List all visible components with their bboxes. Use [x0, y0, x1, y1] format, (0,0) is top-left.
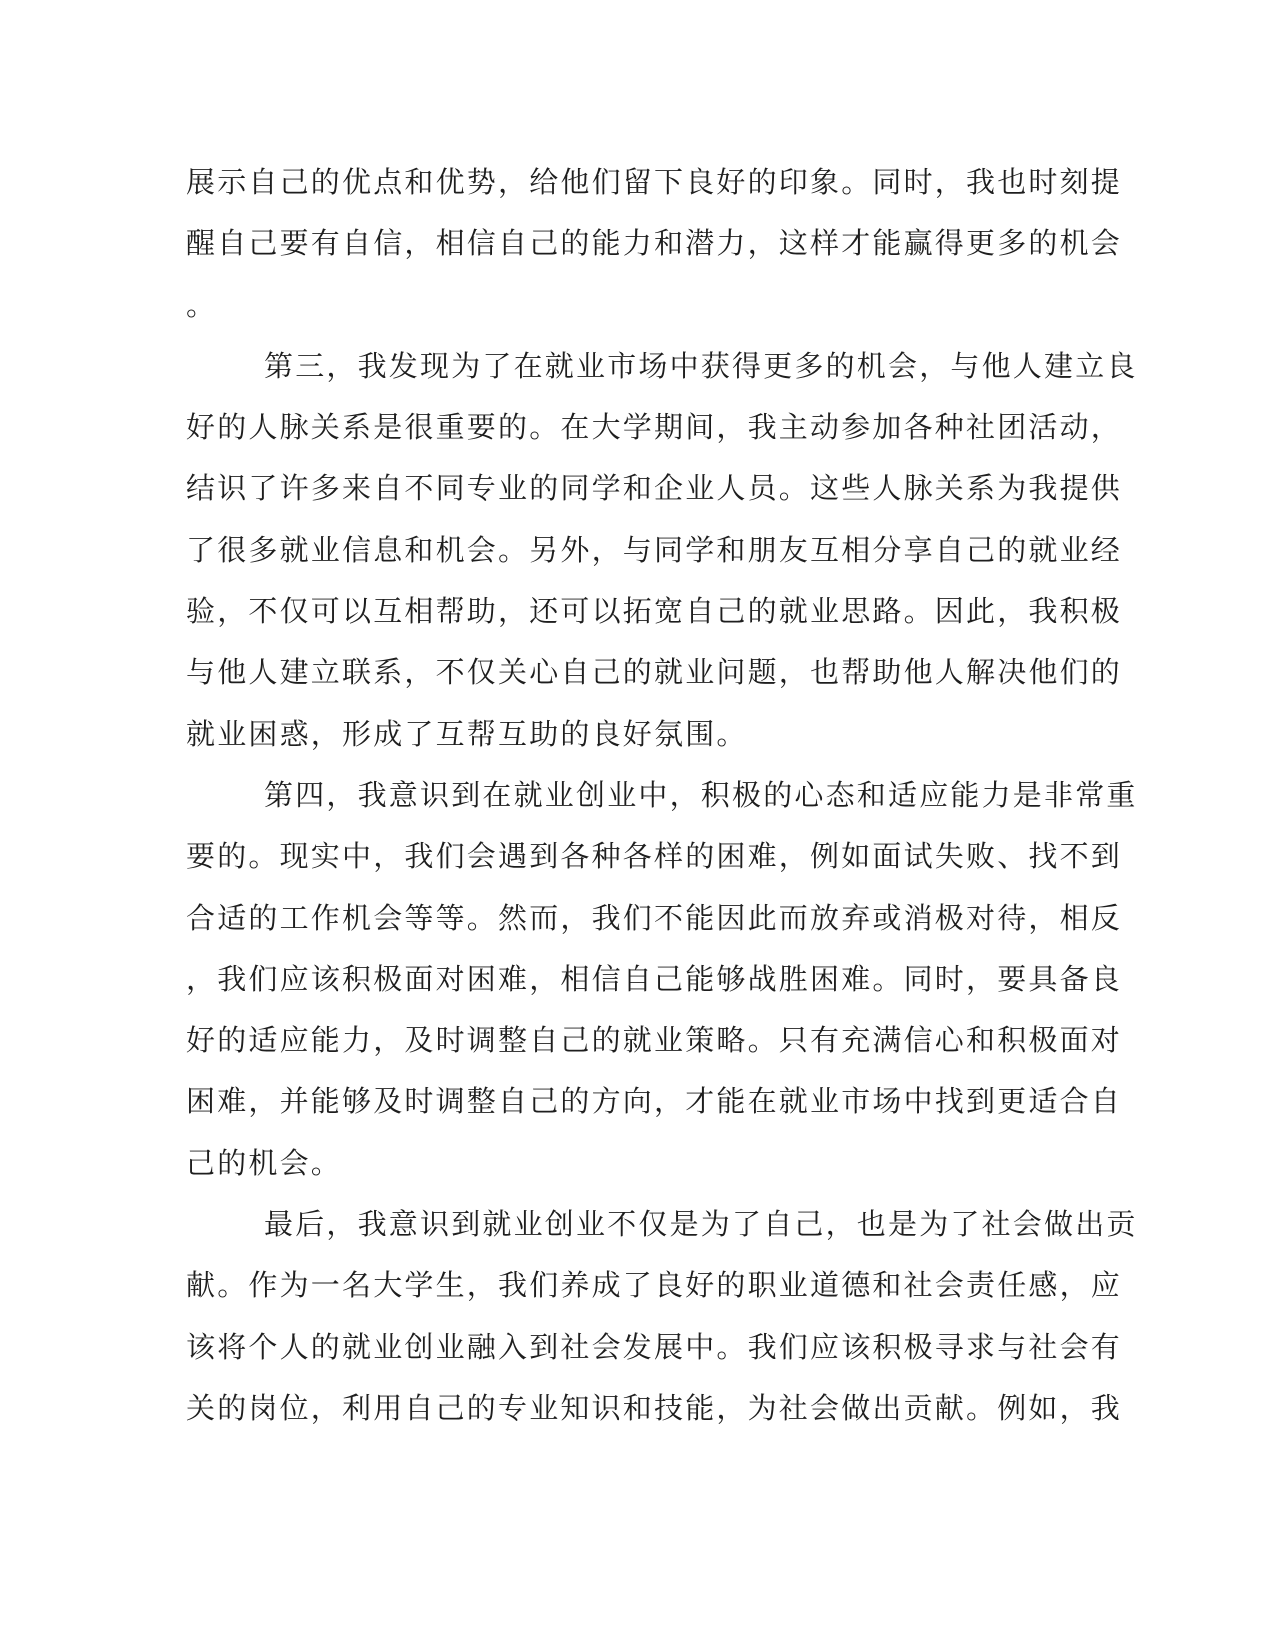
- text-line: 合适的工作机会等等。然而，我们不能因此而放弃或消极对待，相反: [186, 900, 1123, 935]
- text-line: 献。作为一名大学生，我们养成了良好的职业道德和社会责任感，应: [186, 1268, 1123, 1303]
- text-line: 。: [186, 287, 218, 322]
- text-line: 了很多就业信息和机会。另外，与同学和朋友互相分享自己的就业经: [186, 532, 1123, 567]
- paragraph-first-line: 最后，我意识到就业创业不仅是为了自己，也是为了社会做出贡: [264, 1207, 1138, 1242]
- text-line: 展示自己的优点和优势，给他们留下良好的印象。同时，我也时刻提: [186, 165, 1123, 199]
- text-line: 好的适应能力，及时调整自己的就业策略。只有充满信心和积极面对: [186, 1023, 1123, 1058]
- body-text: [186, 152, 1138, 1439]
- text-line: 困难，并能够及时调整自己的方向，才能在就业市场中找到更适合自: [186, 1084, 1123, 1119]
- text-line: 醒自己要有自信，相信自己的能力和潜力，这样才能赢得更多的机会: [186, 226, 1123, 261]
- text-line: 与他人建立联系，不仅关心自己的就业问题，也帮助他人解决他们的: [186, 655, 1123, 690]
- paragraph-first-line: 第四，我意识到在就业创业中，积极的心态和适应能力是非常重: [264, 777, 1138, 812]
- text-line: 该将个人的就业创业融入到社会发展中。我们应该积极寻求与社会有: [186, 1329, 1123, 1364]
- paragraph-first-line: 第三，我发现为了在就业市场中获得更多的机会，与他人建立良: [264, 348, 1138, 383]
- text-line: 己的机会。: [186, 1145, 343, 1180]
- text-line: 就业困惑，形成了互帮互助的良好氛围。: [186, 716, 748, 751]
- text-line: 好的人脉关系是很重要的。在大学期间，我主动参加各种社团活动，: [186, 410, 1123, 445]
- text-line: ，我们应该积极面对困难，相信自己能够战胜困难。同时，要具备良: [186, 961, 1123, 996]
- text-line: 结识了许多来自不同专业的同学和企业人员。这些人脉关系为我提供: [186, 471, 1123, 506]
- text-line: 验，不仅可以互相帮助，还可以拓宽自己的就业思路。因此，我积极: [186, 594, 1123, 629]
- text-line: 要的。现实中，我们会遇到各种各样的困难，例如面试失败、找不到: [186, 839, 1123, 874]
- text-line: 关的岗位，利用自己的专业知识和技能，为社会做出贡献。例如，我: [186, 1390, 1123, 1425]
